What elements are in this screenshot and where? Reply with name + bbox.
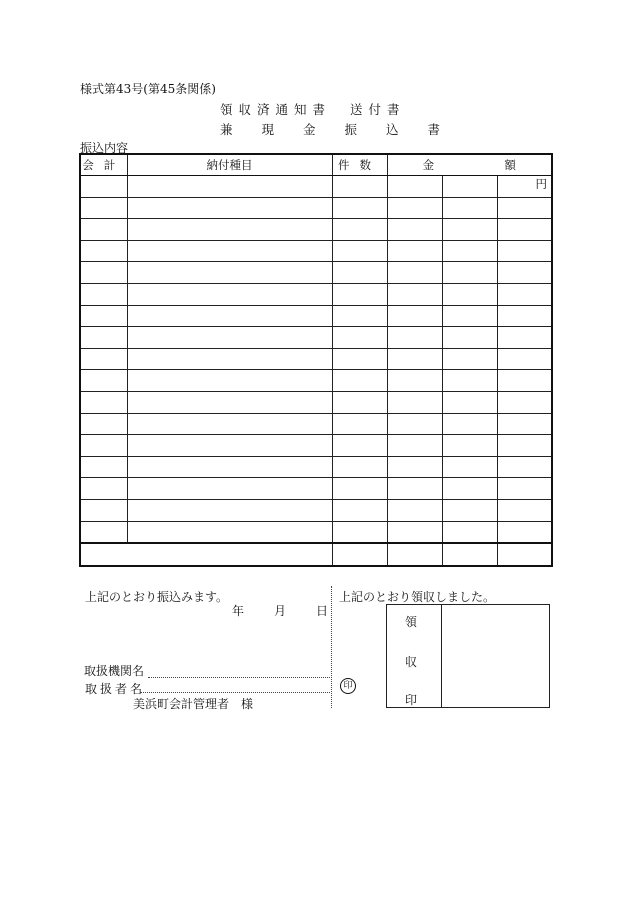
header-amount-right: 額 [504,158,516,172]
table-cell [497,305,552,327]
table-cell [127,478,332,500]
table-cell [127,262,332,284]
table-cell [497,283,552,305]
table-cell [387,456,442,478]
title-transmittal: 送付書 [350,102,406,117]
table-cell [80,327,127,349]
receipt-char-3: 印 [405,693,418,707]
seal-icon: 印 [340,678,356,694]
table-cell [442,240,497,262]
table-row [80,435,552,457]
total-cell [387,543,442,566]
table-cell [387,197,442,219]
table-row [80,283,552,305]
addressee: 美浜町会計管理者 様 [133,697,254,711]
payment-table [79,153,553,567]
table-row [80,370,552,392]
table-cell [442,283,497,305]
table-cell [442,499,497,521]
table-row [80,478,552,500]
table-row [80,262,552,284]
table-cell [387,370,442,392]
table-cell [442,456,497,478]
table-cell [442,262,497,284]
table-cell [80,197,127,219]
table-cell [80,348,127,370]
table-cell [387,219,442,241]
table-cell [387,327,442,349]
table-cell [387,240,442,262]
table-cell [332,327,387,349]
table-cell [442,219,497,241]
table-cell [127,283,332,305]
table-cell [80,283,127,305]
table-cell [387,413,442,435]
institution-underline [148,677,330,678]
table-cell [80,456,127,478]
table-row [80,456,552,478]
table-cell [332,478,387,500]
table-cell [442,197,497,219]
table-cell [387,305,442,327]
table-cell [442,413,497,435]
receipt-char-1: 領 [405,615,418,629]
table-cell [80,370,127,392]
receipt-stamp-box [386,604,550,708]
table-cell [127,370,332,392]
table-cell [497,391,552,413]
table-row [80,327,552,349]
table-cell [387,499,442,521]
receipt-char-2: 収 [405,655,418,669]
table-cell [387,478,442,500]
table-cell [80,478,127,500]
total-cell [497,543,552,566]
table-cell [127,240,332,262]
header-amount [387,154,552,176]
total-cell [442,543,497,566]
table-cell [387,348,442,370]
table-cell [497,370,552,392]
table-cell [332,197,387,219]
table-cell [387,435,442,457]
table-cell [332,391,387,413]
table-cell [497,240,552,262]
form-number: 様式第43号(第45条関係) [80,82,216,96]
receipt-box-divider [441,605,442,707]
total-cell [332,543,387,566]
header-account: 会計 [80,154,127,176]
table-header-row [80,154,552,176]
table-cell [80,219,127,241]
table-cell [442,370,497,392]
table-cell [332,435,387,457]
table-row [80,348,552,370]
table-cell [80,262,127,284]
table-cell [497,499,552,521]
table-cell [127,499,332,521]
table-row [80,521,552,543]
table-cell [332,176,387,198]
table-cell [332,305,387,327]
table-cell [332,283,387,305]
table-cell [442,521,497,543]
table-cell [442,327,497,349]
table-cell [497,197,552,219]
table-cell [442,478,497,500]
table-row [80,176,552,198]
handling-institution-label: 取扱機関名 [84,664,145,678]
table-cell [497,262,552,284]
table-row [80,197,552,219]
table-row [80,391,552,413]
table-cell [442,435,497,457]
title-cash-transfer: 兼現金振込書 [220,122,470,137]
table-cell [442,348,497,370]
handler-underline [140,692,330,693]
table-cell [332,499,387,521]
table-cell [497,348,552,370]
table-cell [127,348,332,370]
table-cell [80,305,127,327]
table-cell [387,283,442,305]
header-payment-type: 納付種目 [127,154,332,176]
table-cell [332,348,387,370]
table-cell [332,240,387,262]
table-cell [80,176,127,198]
section-label: 振込内容 [80,141,129,155]
table-cell [332,456,387,478]
table-cell [127,391,332,413]
date-year: 年 [232,604,245,618]
table-cell [80,413,127,435]
table-cell [127,521,332,543]
table-cell [332,262,387,284]
table-cell [387,391,442,413]
table-cell [387,521,442,543]
table-row [80,219,552,241]
date-day: 日 [316,604,329,618]
date-month: 月 [274,604,287,618]
table-cell [127,219,332,241]
header-count: 件数 [332,154,387,176]
table-cell [127,435,332,457]
table-cell [332,219,387,241]
table-cell [332,521,387,543]
table-cell [127,176,332,198]
table-cell [80,499,127,521]
table-cell [442,176,497,198]
table-cell [127,305,332,327]
total-cell [80,543,332,566]
date-line [232,602,328,619]
table-cell [497,327,552,349]
divider-line [331,586,332,708]
yen-unit: 円 [497,176,552,198]
table-cell [80,391,127,413]
header-amount-left: 金 [422,158,435,172]
transfer-statement: 上記のとおり振込みます。 [85,590,229,604]
receipt-statement: 上記のとおり領収しました。 [339,590,496,604]
table-cell [497,219,552,241]
table-cell [442,391,497,413]
table-cell [497,456,552,478]
handler-name-label: 取扱者名 [85,682,146,696]
table-cell [80,240,127,262]
table-cell [127,413,332,435]
table-cell [332,413,387,435]
table-cell [80,521,127,543]
table-cell [127,327,332,349]
title-receipt-notice: 領収済通知書 [220,102,332,117]
table-cell [332,370,387,392]
table-cell [497,521,552,543]
table-cell [127,456,332,478]
table-cell [80,435,127,457]
table-cell [387,176,442,198]
table-cell [497,413,552,435]
table-row [80,499,552,521]
table-row [80,305,552,327]
table-cell [127,197,332,219]
table-cell [497,478,552,500]
total-row [80,543,552,566]
table-cell [497,435,552,457]
table-cell [387,262,442,284]
table-row [80,413,552,435]
table-row [80,240,552,262]
table-cell [442,305,497,327]
